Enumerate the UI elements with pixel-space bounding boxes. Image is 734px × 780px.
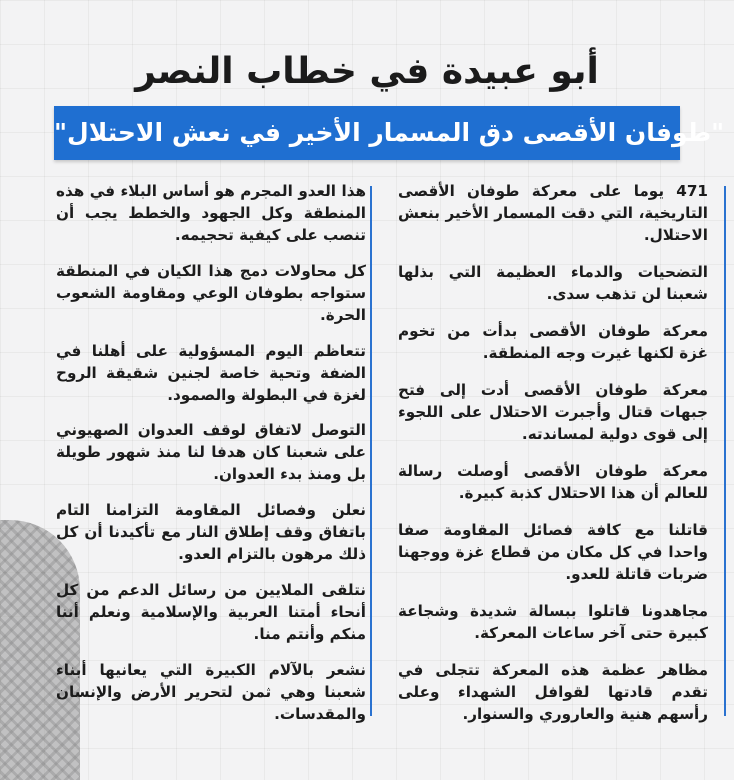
- left-column: [56, 180, 366, 725]
- headline-banner: "طوفان الأقصى دق المسمار الأخير في نعش الاحتلال": [54, 106, 680, 160]
- statement-item: التضحيات والدماء العظيمة التي بذلها شعبنا لن تذهب سدى.: [398, 263, 708, 303]
- statement-item: معركة طوفان الأقصى أدت إلى فتح جبهات قتال وأجبرت الاحتلال على اللجوء إلى قوى دولية لمساندته.: [398, 381, 708, 443]
- statement-item: معركة طوفان الأقصى أوصلت رسالة للعالم أن هذا الاحتلال كذبة كبيرة.: [398, 462, 708, 502]
- right-column: [398, 180, 708, 725]
- statement-item: معركة طوفان الأقصى بدأت من تخوم غزة لكنها غيرت وجه المنطقة.: [398, 322, 708, 362]
- statement-item: قاتلنا مع كافة فصائل المقاومة صفا واحدا في كل مكان من قطاع غزة ووجهنا ضربات قاتلة للعدو.: [398, 521, 708, 583]
- statement-item: مظاهر عظمة هذه المعركة تتجلى في تقدم قادتها لقوافل الشهداء وعلى رأسهم هنية والعاروري والسنوار.: [398, 661, 708, 723]
- page-title: أبو عبيدة في خطاب النصر: [135, 51, 599, 92]
- statement-item: كل محاولات دمج هذا الكيان في المنطقة ستواجه بطوفان الوعي ومقاومة الشعوب الحرة.: [56, 261, 366, 324]
- statement-item: نعلن وفصائل المقاومة التزامنا التام باتفاق وقف إطلاق النار مع تأكيدنا أن كل ذلك مرهون بالتزام العدو.: [56, 501, 366, 564]
- statement-item: نتلقى الملايين من رسائل الدعم من كل أنحاء أمتنا العربية والإسلامية ونعلم أننا منكم وأنتم منا.: [56, 581, 366, 644]
- right-column-divider: [724, 186, 726, 716]
- statement-item: هذا العدو المجرم هو أساس البلاء في هذه المنطقة وكل الجهود والخطط يجب أن تنصب على كيفية تحجيمه.: [56, 182, 366, 244]
- statement-item: تتعاظم اليوم المسؤولية على أهلنا في الضفة وتحية خاصة لجنين شقيقة الروح لغزة في البطولة والصمود.: [56, 341, 366, 404]
- left-column-divider: [370, 186, 372, 716]
- statement-item: التوصل لاتفاق لوقف العدوان الصهيوني على شعبنا كان هدفا لنا منذ شهور طويلة بل ومنذ بدء العدوان.: [56, 421, 366, 484]
- statement-item: مجاهدونا قاتلوا ببسالة شديدة وشجاعة كبيرة حتى آخر ساعات المعركة.: [398, 602, 708, 642]
- statement-item: 471 يوما على معركة طوفان الأقصى التاريخية، التي دقت المسمار الأخير بنعش الاحتلال.: [398, 182, 708, 244]
- statement-item: نشعر بالآلام الكبيرة التي يعانيها أبناء شعبنا وهي ثمن لتحرير الأرض والإنسان والمقدسات.: [56, 660, 366, 723]
